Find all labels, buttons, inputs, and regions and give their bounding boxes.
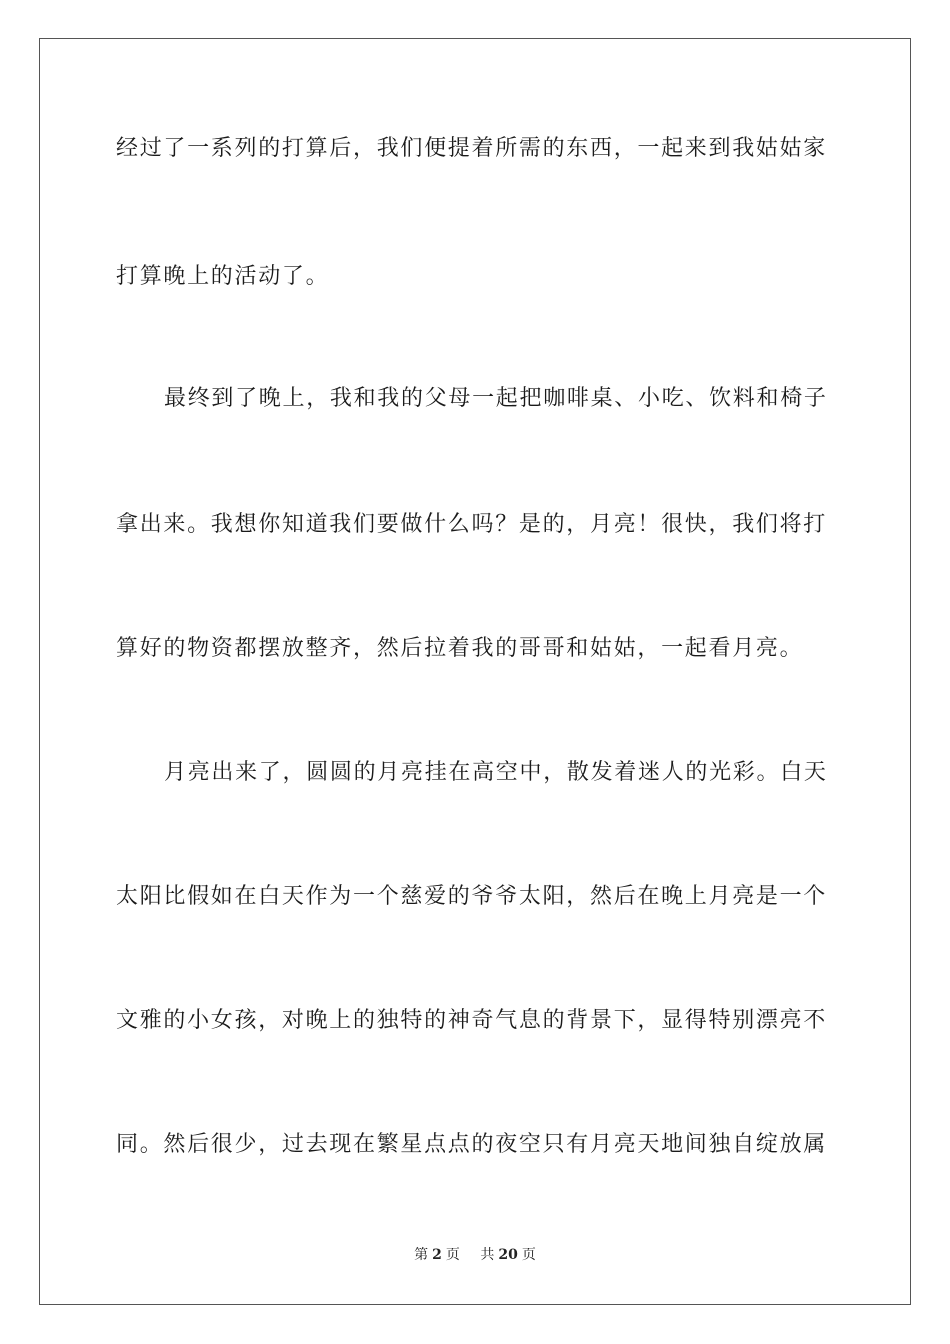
page-footer (0, 1245, 950, 1265)
total-suffix: 页 (521, 1247, 536, 1263)
text-line-1: 经过了一系列的打算后，我们便提着所需的东西，一起来到我姑姑家 (116, 136, 828, 161)
total-indicator (476, 1247, 539, 1263)
text-line-5: 算好的物资都摆放整齐，然后拉着我的哥哥和姑姑，一起看月亮。 (116, 636, 804, 661)
text-line-2: 打算晚上的活动了。 (116, 264, 330, 289)
page-number: 2 (432, 1247, 442, 1263)
text-line-3: 最终到了晚上，我和我的父母一起把咖啡桌、小吃、饮料和椅子 (164, 386, 828, 411)
page-suffix: 页 (445, 1247, 460, 1263)
text-line-7: 太阳比假如在白天作为一个慈爱的爷爷太阳，然后在晚上月亮是一个 (116, 884, 828, 909)
page-border (39, 38, 911, 1305)
page-prefix: 第 (414, 1247, 429, 1263)
text-line-4: 拿出来。我想你知道我们要做什么吗？是的，月亮！很快，我们将打 (116, 512, 828, 537)
total-prefix: 共 (480, 1247, 495, 1263)
total-pages: 20 (498, 1247, 518, 1263)
page-indicator (410, 1247, 464, 1263)
text-line-9: 同。然后很少，过去现在繁星点点的夜空只有月亮天地间独自绽放属 (116, 1132, 828, 1157)
text-line-6: 月亮出来了，圆圆的月亮挂在高空中，散发着迷人的光彩。白天 (164, 760, 828, 785)
text-line-8: 文雅的小女孩，对晚上的独特的神奇气息的背景下，显得特别漂亮不 (116, 1008, 828, 1033)
